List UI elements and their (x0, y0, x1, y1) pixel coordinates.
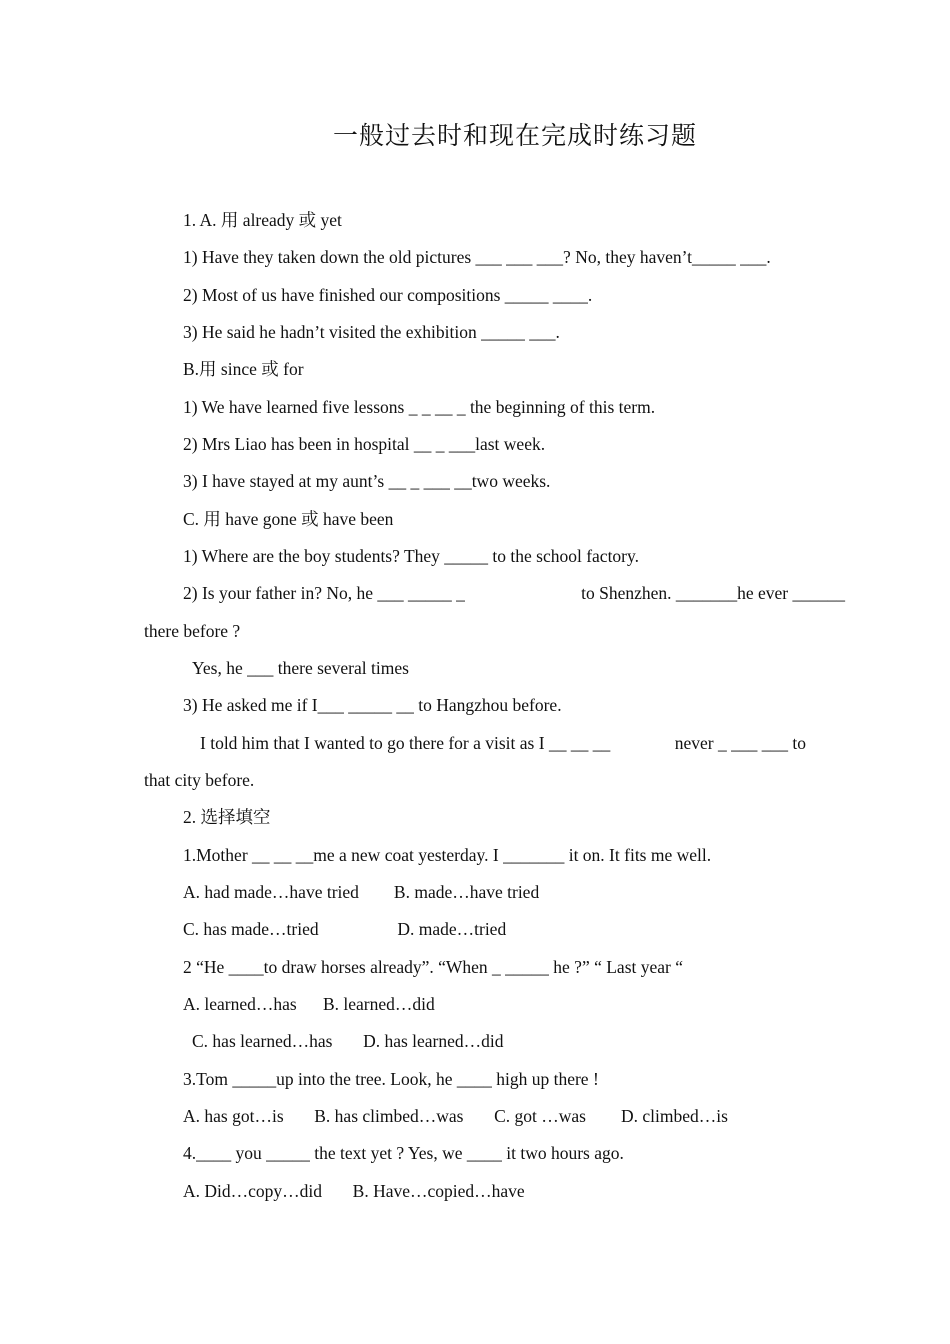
question-line: 2) Mrs Liao has been in hospital __ _ ___last week. (183, 434, 546, 454)
answer-options: A. had made…have tried B. made…have tried (183, 882, 540, 902)
question-line: 3) He said he hadn’t visited the exhibition _____ ___. (183, 322, 560, 342)
section-1b-heading: B.用 since 或 for (183, 359, 304, 379)
question-line: 3.Tom _____up into the tree. Look, he ____ high up there ! (183, 1069, 599, 1089)
question-line: 1) Where are the boy students? They _____ to the school factory. (183, 546, 639, 566)
question-line-continuation: there before ? (144, 621, 241, 641)
question-line: Yes, he ___ there several times (192, 658, 409, 678)
section-1a-heading: 1. A. 用 already 或 yet (183, 210, 342, 230)
question-line: 1) Have they taken down the old pictures ___ ___ ___? No, they haven’t_____ ___. (183, 247, 771, 267)
question-line-justified (183, 581, 845, 605)
page-title: 一般过去时和现在完成时练习题 (332, 123, 697, 150)
question-line: 2 “He ____to draw horses already”. “When _ _____ he ?” “ Last year “ (183, 957, 683, 977)
section-1c-heading: C. 用 have gone 或 have been (183, 509, 394, 529)
question-line: 2) Most of us have finished our compositions _____ ____. (183, 285, 593, 305)
question-line-part: 2) Is your father in? No, he ___ _____ _ (183, 583, 465, 603)
question-line-justified (200, 731, 806, 755)
question-line-part: to Shenzhen. _______he ever ______ (581, 583, 845, 603)
answer-options: C. has made…tried D. made…tried (183, 919, 507, 939)
question-line: 3) He asked me if I___ _____ __ to Hangzhou before. (183, 695, 562, 715)
question-line-part: I told him that I wanted to go there for a visit as I __ __ __ (200, 733, 611, 753)
question-line: 1.Mother __ __ __me a new coat yesterday. I _______ it on. It fits me well. (183, 845, 712, 865)
answer-options: A. learned…has B. learned…did (183, 994, 435, 1014)
answer-options: C. has learned…has D. has learned…did (192, 1031, 504, 1051)
question-line: 3) I have stayed at my aunt’s __ _ ___ __two weeks. (183, 471, 551, 491)
question-line-part: never _ ___ ___ to (674, 733, 806, 753)
section-2-heading: 2. 选择填空 (183, 807, 271, 827)
answer-options: A. has got…is B. has climbed…was C. got …was D. climbed…is (183, 1106, 728, 1126)
question-line: 1) We have learned five lessons _ _ __ _ the beginning of this term. (183, 397, 656, 417)
question-line-continuation: that city before. (144, 770, 255, 790)
answer-options: A. Did…copy…did B. Have…copied…have (183, 1181, 525, 1201)
question-line: 4.____ you _____ the text yet ? Yes, we ____ it two hours ago. (183, 1143, 624, 1163)
